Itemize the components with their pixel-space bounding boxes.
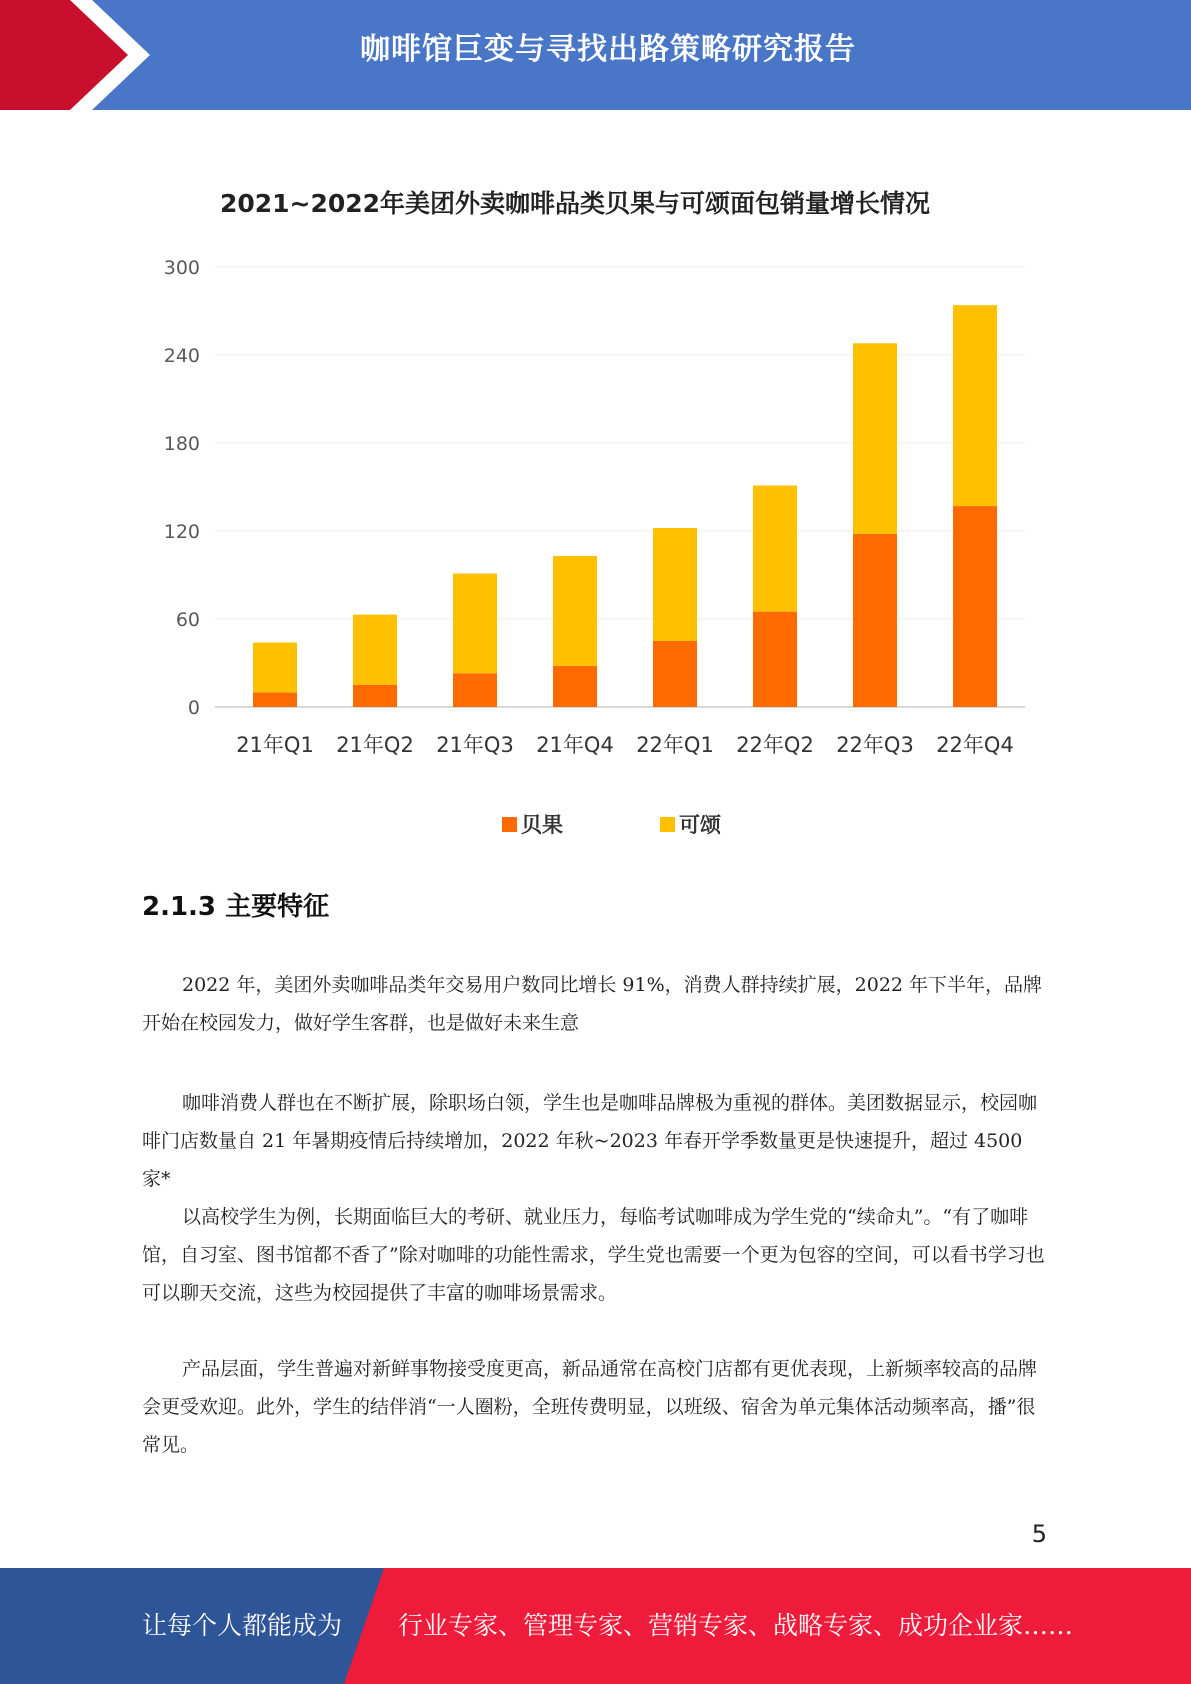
y-tick-label: 240 [163, 345, 200, 367]
paragraph: 产品层面，学生普遍对新鲜事物接受度更高，新品通常在高校门店都有更优表现，上新频率较高的品牌会更受欢迎。此外，学生的结伴消“一人圈粉，全班传费明显，以班级、宿舍为单元集体活动频率高，播”很常见。 [142, 1358, 1038, 1456]
paragraph: 咖啡消费人群也在不断扩展，除职场白领，学生也是咖啡品牌极为重视的群体。美团数据显示，校园咖啡门店数量自 21 年暑期疫情后持续增加，2022 年秋~2023 年春开学季数量更是快速提升，超过 4500 家* [142, 1092, 1038, 1190]
x-tick-label: 22年Q4 [936, 733, 1014, 757]
section-heading: 2.1.3 主要特征 [142, 892, 330, 922]
bar-贝果 [753, 612, 797, 707]
y-tick-label: 60 [175, 609, 200, 631]
bar-贝果 [953, 506, 997, 707]
bar-贝果 [853, 534, 897, 707]
bar-可颂 [253, 642, 297, 692]
x-tick-label: 21年Q4 [536, 733, 614, 757]
legend-label: 可颂 [679, 813, 721, 837]
y-tick-label: 180 [163, 433, 200, 455]
bar-贝果 [453, 673, 497, 707]
x-tick-label: 22年Q1 [636, 733, 714, 757]
x-tick-label: 21年Q2 [336, 733, 414, 757]
chart-x-labels [236, 733, 1014, 757]
bar-贝果 [653, 641, 697, 707]
bar-可颂 [753, 486, 797, 612]
paragraph: 以高校学生为例，长期面临巨大的考研、就业压力，每临考试咖啡成为学生党的“续命丸”。“有了咖啡馆，自习室、图书馆都不香了”除对咖啡的功能性需求，学生党也需要一个更为包容的空间，可以看书学习也可以聊天交流，这些为校园提供了丰富的咖啡场景需求。 [142, 1206, 1045, 1304]
footer-slogan-left: 让每个人都能成为 [142, 1611, 343, 1640]
bar-贝果 [253, 692, 297, 707]
chart-bars [253, 305, 997, 707]
legend-swatch [660, 817, 675, 832]
page-number: 5 [1031, 1520, 1047, 1548]
chart-svg [140, 170, 1050, 850]
x-tick-label: 21年Q1 [236, 733, 314, 757]
footer-slogan-right: 行业专家、管理专家、营销专家、战略专家、成功企业家…… [398, 1611, 1074, 1640]
bar-可颂 [353, 615, 397, 685]
y-tick-label: 300 [163, 257, 200, 279]
bar-可颂 [553, 556, 597, 666]
footer-banner [0, 1568, 1191, 1684]
legend-swatch [502, 817, 517, 832]
report-title: 咖啡馆巨变与寻找出路策略研究报告 [360, 32, 856, 67]
paragraph: 2022 年，美团外卖咖啡品类年交易用户数同比增长 91%，消费人群持续扩展，2022 年下半年，品牌开始在校园发力，做好学生客群，也是做好未来生意 [142, 974, 1043, 1034]
bar-贝果 [553, 666, 597, 707]
y-tick-label: 0 [187, 697, 200, 719]
header-banner [0, 0, 1191, 110]
x-tick-label: 21年Q3 [436, 733, 514, 757]
x-tick-label: 22年Q2 [736, 733, 814, 757]
bar-可颂 [453, 574, 497, 674]
bar-贝果 [353, 685, 397, 707]
chart-title: 2021~2022年美团外卖咖啡品类贝果与可颂面包销量增长情况 [219, 189, 931, 218]
x-tick-label: 22年Q3 [836, 733, 914, 757]
bar-可颂 [853, 343, 897, 534]
y-tick-label: 120 [163, 521, 200, 543]
bar-可颂 [653, 528, 697, 641]
chart-legend [502, 813, 722, 837]
sales-growth-chart [140, 170, 1050, 850]
bar-可颂 [953, 305, 997, 506]
legend-label: 贝果 [521, 813, 563, 837]
